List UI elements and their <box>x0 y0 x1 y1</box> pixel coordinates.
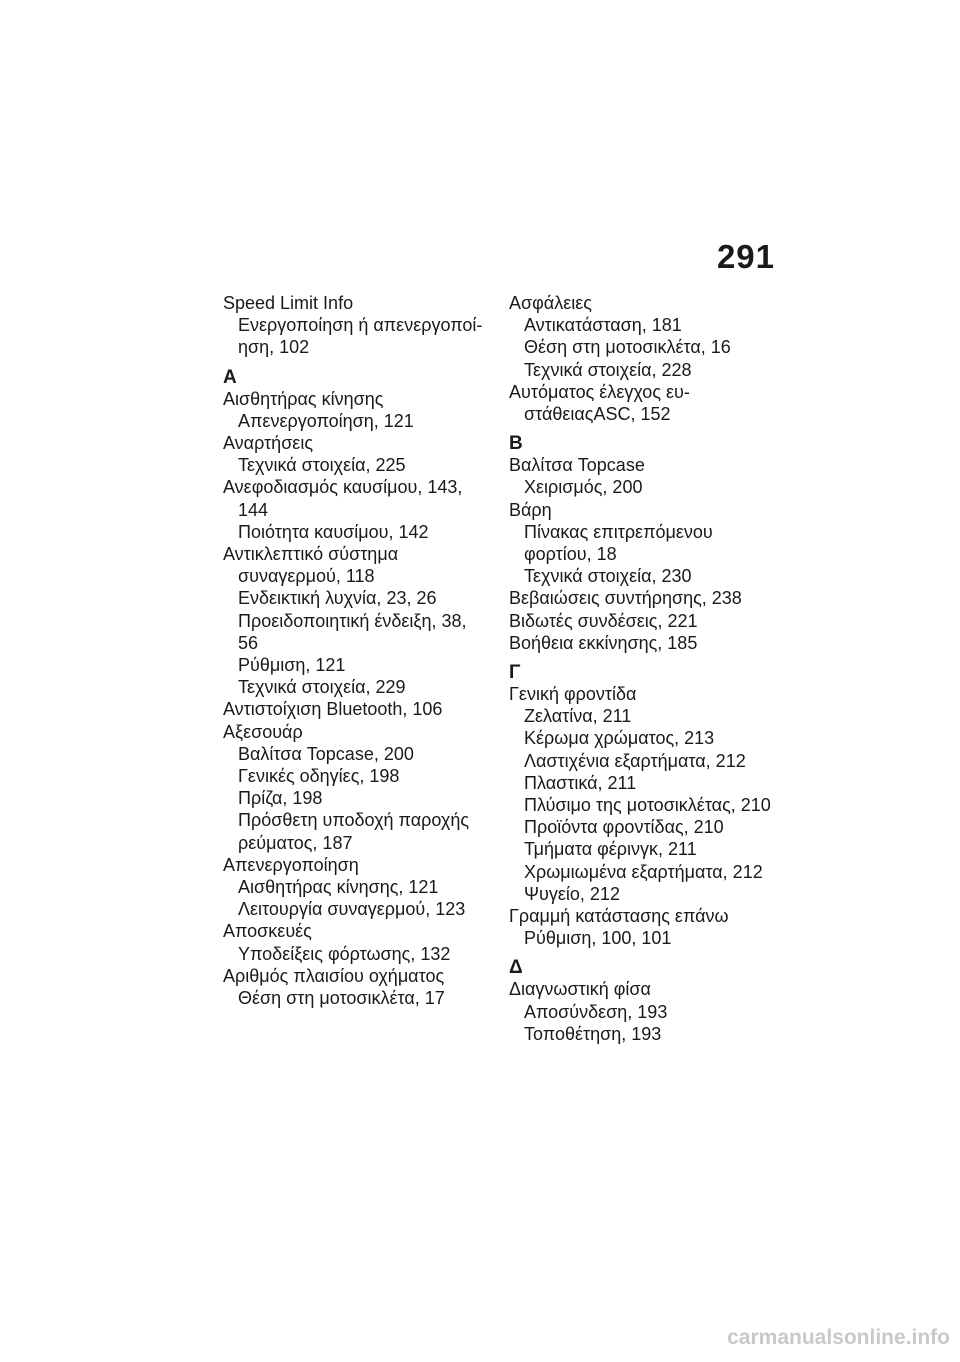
index-entry: Βοήθεια εκκίνησης, 185 <box>509 632 698 653</box>
index-subentry: 144 <box>238 499 269 520</box>
index-subentry: Τμήματα φέρινγκ, 211 <box>524 839 697 860</box>
index-entry: Αξεσουάρ <box>223 721 303 742</box>
index-subentry: Λειτουργία συναγερμού, 123 <box>238 899 466 920</box>
index-subentry: στάθειαςASC, 152 <box>524 404 671 425</box>
index-subentry: Τεχνικά στοιχεία, 230 <box>524 566 692 587</box>
index-entry: Διαγνωστική φίσα <box>509 979 651 1000</box>
index-entry: Βεβαιώσεις συντήρησης, 238 <box>509 588 742 609</box>
index-letter-heading: Β <box>509 433 523 455</box>
index-letter-heading: Γ <box>509 662 521 684</box>
index-entry: Βάρη <box>509 499 552 520</box>
index-subentry: ηση, 102 <box>238 337 310 358</box>
index-subentry: συναγερμού, 118 <box>238 566 375 587</box>
index-subentry: Πλαστικά, 211 <box>524 772 637 793</box>
index-entry: Αισθητήρας κίνησης <box>223 388 384 409</box>
index-entry: Αυτόματος έλεγχος ευ- <box>509 381 690 402</box>
index-subentry: Ψυγείο, 212 <box>524 883 620 904</box>
index-subentry: Χειρισμός, 200 <box>524 477 643 498</box>
index-subentry: Βαλίτσα Topcase, 200 <box>238 743 414 764</box>
index-subentry: Προϊόντα φροντίδας, 210 <box>524 817 724 838</box>
index-subentry: Ρύθμιση, 100, 101 <box>524 928 672 949</box>
index-subentry: Πλύσιμο της μοτοσικλέτας, 210 <box>524 795 771 816</box>
index-entry: Απενεργοποίηση <box>223 854 359 875</box>
page-number: 291 <box>716 238 775 275</box>
footer-watermark: carmanualsonline.info <box>727 1326 950 1349</box>
index-entry: Γραμμή κατάστασης επάνω <box>509 906 729 927</box>
index-entry: Βιδωτές συνδέσεις, 221 <box>509 610 698 631</box>
index-subentry: ρεύματος, 187 <box>238 832 353 853</box>
index-entry: Speed Limit Info <box>223 293 354 313</box>
index-subentry: Χρωμιωμένα εξαρτήματα, 212 <box>524 861 763 882</box>
index-entry: Αποσκευές <box>223 921 312 942</box>
index-entry: Βαλίτσα Topcase <box>509 455 645 476</box>
index-subentry: Γενικές οδηγίες, 198 <box>238 766 400 787</box>
index-entry: Αντιστοίχιση Bluetooth, 106 <box>223 699 443 720</box>
index-subentry: Θέση στη μοτοσικλέτα, 17 <box>238 988 445 1009</box>
index-subentry: Θέση στη μοτοσικλέτα, 16 <box>524 337 731 358</box>
index-subentry: Πρόσθετη υποδοχή παροχής <box>238 810 470 831</box>
index-subentry: Αισθητήρας κίνησης, 121 <box>238 877 439 898</box>
index-subentry: Αποσύνδεση, 193 <box>524 1001 668 1022</box>
index-subentry: φορτίου, 18 <box>524 544 617 565</box>
index-subentry: Λαστιχένια εξαρτήματα, 212 <box>524 750 746 771</box>
index-subentry: Υποδείξεις φόρτωσης, 132 <box>238 943 451 964</box>
index-subentry: Τεχνικά στοιχεία, 228 <box>524 359 692 380</box>
index-subentry: Προειδοποιητική ένδειξη, 38, <box>238 610 467 631</box>
index-subentry: Ζελατίνα, 211 <box>524 706 632 727</box>
index-subentry: Ρύθμιση, 121 <box>238 655 346 676</box>
index-subentry: Αντικατάσταση, 181 <box>524 315 682 336</box>
index-subentry: Ενδεικτική λυχνία, 23, 26 <box>238 588 437 609</box>
index-entry: Αριθμός πλαισίου οχήματος <box>223 965 445 986</box>
index-subentry: Πρίζα, 198 <box>238 788 323 809</box>
index-subentry: Πίνακας επιτρεπόμενου <box>524 521 713 542</box>
index-subentry: Τεχνικά στοιχεία, 225 <box>238 455 406 476</box>
index-column-left <box>223 292 493 1009</box>
index-subentry: Κέρωμα χρώματος, 213 <box>524 728 715 749</box>
index-entry: Γενική φροντίδα <box>509 684 637 705</box>
index-subentry: Ενεργοποίηση ή απενεργοποί- <box>238 315 483 336</box>
index-letter-heading: Δ <box>509 957 523 979</box>
index-subentry: 56 <box>238 632 259 653</box>
index-subentry: Απενεργοποίηση, 121 <box>238 410 414 431</box>
index-entry: Ανεφοδιασμός καυσίμου, 143, <box>223 477 463 498</box>
index-letter-heading: Α <box>223 366 237 388</box>
index-subentry: Τοποθέτηση, 193 <box>524 1023 662 1044</box>
index-entry: Αντικλεπτικό σύστημα <box>223 544 399 565</box>
index-subentry: Τεχνικά στοιχεία, 229 <box>238 677 406 698</box>
index-column-right <box>509 292 779 1045</box>
index-subentry: Ποιότητα καυσίμου, 142 <box>238 521 429 542</box>
index-entry: Ασφάλειες <box>509 293 592 313</box>
index-entry: Αναρτήσεις <box>223 433 313 454</box>
